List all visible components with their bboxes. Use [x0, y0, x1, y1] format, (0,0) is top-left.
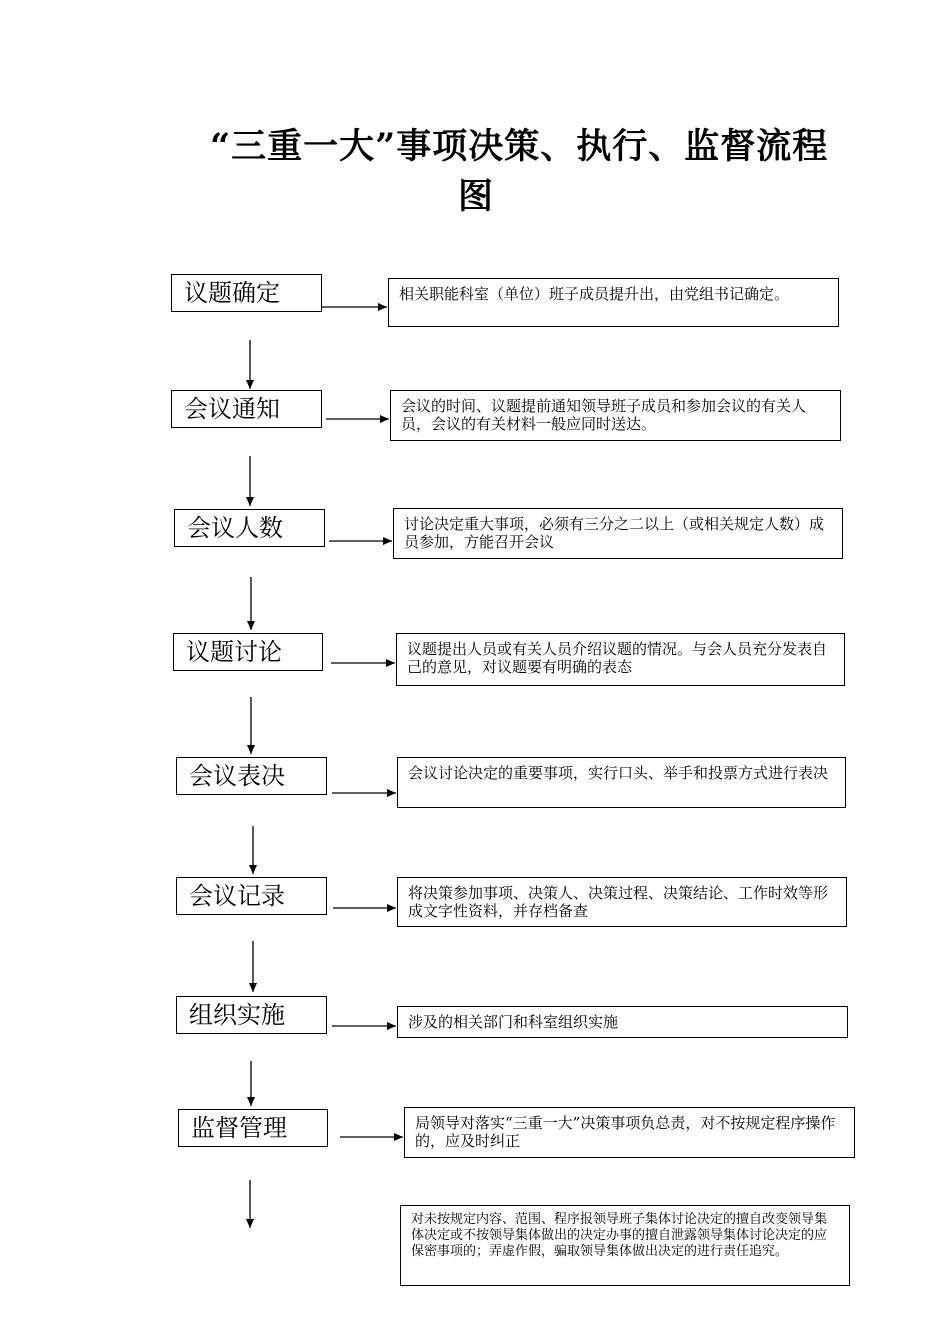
final-note-box: 对未按规定内容、范围、程序报领导班子集体讨论决定的擅自改变领导集体决定或不按领导集体做出的决定办事的擅自泄露领导集体讨论决定的应保密事项的；弄虚作假，骗取领导集体做出决定的进行责任追究。: [400, 1205, 850, 1286]
step-box-2: 会议通知: [171, 390, 322, 428]
step-box-6: 会议记录: [176, 877, 327, 915]
step-desc-7: 涉及的相关部门和科室组织实施: [397, 1006, 848, 1038]
step-desc-4: 议题提出人员或有关人员介绍议题的情况。与会人员充分发表自己的意见，对议题要有明确的表态: [396, 633, 845, 686]
step-box-7: 组织实施: [176, 996, 327, 1034]
step-box-5: 会议表决: [176, 757, 327, 795]
step-desc-5: 会议讨论决定的重要事项，实行口头、举手和投票方式进行表决: [397, 757, 846, 808]
step-desc-6: 将决策参加事项、决策人、决策过程、决策结论、工作时效等形成文字性资料，并存档备查: [397, 877, 847, 927]
step-desc-2: 会议的时间、议题提前通知领导班子成员和参加会议的有关人员，会议的有关材料一般应同时送达。: [390, 390, 841, 441]
step-box-3: 会议人数: [174, 509, 325, 547]
title-line-1: “三重一大”事项决策、执行、监督流程: [210, 126, 829, 167]
step-desc-1: 相关职能科室（单位）班子成员提升出，由党组书记确定。: [388, 278, 839, 327]
step-box-4: 议题讨论: [173, 633, 323, 671]
step-box-1: 议题确定: [171, 274, 322, 312]
step-box-8: 监督管理: [178, 1109, 328, 1147]
title-line-2: 图: [458, 176, 495, 217]
step-desc-3: 讨论决定重大事项，必须有三分之二以上（或相关规定人数）成员参加，方能召开会议: [393, 508, 843, 559]
step-desc-8: 局领导对落实“三重一大”决策事项负总责，对不按规定程序操作的，应及时纠正: [404, 1107, 855, 1158]
page-title: [200, 122, 840, 222]
